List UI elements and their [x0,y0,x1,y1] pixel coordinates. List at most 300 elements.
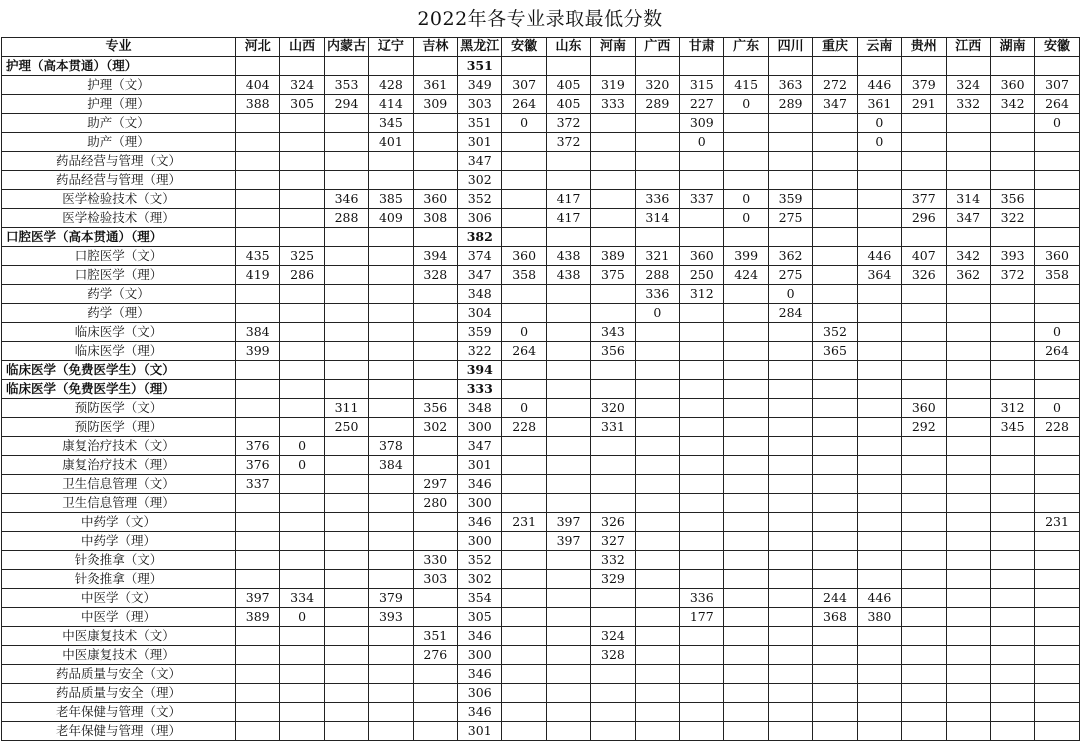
score-cell [990,532,1034,551]
score-cell [369,361,413,380]
score-cell [236,684,280,703]
score-cell [591,57,635,76]
score-cell: 424 [724,266,768,285]
table-row [2,475,1080,494]
province-column-header: 贵州 [902,38,946,57]
score-cell [724,418,768,437]
score-cell [546,361,590,380]
score-cell [946,437,990,456]
score-cell [680,437,724,456]
score-cell [768,703,812,722]
score-cell [813,171,857,190]
score-cell: 306 [458,209,502,228]
score-cell [724,722,768,741]
score-cell: 231 [502,513,546,532]
score-cell [369,418,413,437]
score-cell: 435 [236,247,280,266]
table-row [2,418,1080,437]
score-cell [1035,361,1079,380]
major-name-cell: 临床医学（免费医学生）（理） [2,380,236,399]
score-cell: 325 [280,247,324,266]
score-cell [635,114,679,133]
major-name-cell: 老年保健与管理（理） [2,722,236,741]
score-cell [946,114,990,133]
score-cell: 377 [902,190,946,209]
score-cell [635,513,679,532]
score-cell: 358 [502,266,546,285]
score-cell: 358 [1035,266,1079,285]
score-cell: 264 [1035,342,1079,361]
score-cell [502,665,546,684]
score-cell [813,456,857,475]
score-cell [635,589,679,608]
major-name-cell: 康复治疗技术（理） [2,456,236,475]
score-cell [724,513,768,532]
score-cell [990,589,1034,608]
score-cell: 272 [813,76,857,95]
score-cell [280,551,324,570]
score-cell [502,285,546,304]
score-cell: 376 [236,437,280,456]
score-cell [902,323,946,342]
score-cell: 438 [546,266,590,285]
score-cell [502,551,546,570]
score-cell [546,437,590,456]
table-row [2,570,1080,589]
province-column-header: 重庆 [813,38,857,57]
score-cell: 300 [458,646,502,665]
score-cell: 315 [680,76,724,95]
score-cell [413,171,457,190]
score-cell [591,133,635,152]
score-cell: 0 [1035,399,1079,418]
score-cell: 428 [369,76,413,95]
score-cell [502,304,546,323]
score-cell: 337 [680,190,724,209]
major-name-cell: 护理（理） [2,95,236,114]
score-cell [724,323,768,342]
score-cell [591,114,635,133]
score-cell [724,532,768,551]
score-cell [946,133,990,152]
score-cell [813,665,857,684]
score-cell [857,209,901,228]
score-cell [768,608,812,627]
score-cell [280,399,324,418]
score-cell: 346 [458,627,502,646]
score-cell [990,684,1034,703]
score-cell: 446 [857,76,901,95]
score-cell: 348 [458,285,502,304]
score-cell: 359 [458,323,502,342]
score-cell [502,646,546,665]
score-cell: 352 [813,323,857,342]
score-cell [813,399,857,418]
score-cell [768,513,812,532]
province-column-header: 湖南 [990,38,1034,57]
score-cell [369,684,413,703]
score-cell [902,114,946,133]
score-cell [546,418,590,437]
score-cell [546,342,590,361]
score-cell [635,494,679,513]
table-row [2,703,1080,722]
score-cell [280,209,324,228]
province-column-header: 云南 [857,38,901,57]
score-cell [680,152,724,171]
score-cell [946,722,990,741]
score-cell: 332 [591,551,635,570]
score-cell [990,114,1034,133]
score-cell [635,532,679,551]
score-cell: 328 [591,646,635,665]
score-cell [502,228,546,247]
score-cell: 446 [857,247,901,266]
score-cell [813,475,857,494]
score-cell: 324 [280,76,324,95]
score-cell: 327 [591,532,635,551]
score-cell [857,494,901,513]
table-row [2,209,1080,228]
score-cell: 360 [413,190,457,209]
score-cell [724,456,768,475]
score-cell [1035,665,1079,684]
score-cell [546,456,590,475]
score-cell [413,152,457,171]
score-cell [902,722,946,741]
score-cell: 301 [458,722,502,741]
score-cell: 393 [369,608,413,627]
score-cell: 359 [768,190,812,209]
score-cell: 346 [324,190,368,209]
score-cell [990,152,1034,171]
score-cell: 228 [1035,418,1079,437]
score-cell [724,285,768,304]
score-cell [680,399,724,418]
score-cell [236,285,280,304]
score-cell [502,171,546,190]
score-cell [768,684,812,703]
score-cell: 280 [413,494,457,513]
major-name-cell: 中医学（文） [2,589,236,608]
score-cell [413,342,457,361]
score-cell [236,703,280,722]
score-cell [857,380,901,399]
score-cell [280,133,324,152]
score-cell [902,133,946,152]
score-cell [280,665,324,684]
score-cell: 348 [458,399,502,418]
score-cell: 374 [458,247,502,266]
score-cell: 322 [990,209,1034,228]
score-cell: 360 [680,247,724,266]
score-cell [902,285,946,304]
table-row [2,171,1080,190]
major-name-cell: 助产（理） [2,133,236,152]
score-cell: 407 [902,247,946,266]
score-cell [768,475,812,494]
score-cell [680,665,724,684]
score-cell [857,646,901,665]
score-cell: 264 [1035,95,1079,114]
score-cell [324,437,368,456]
score-cell [902,380,946,399]
score-cell [902,570,946,589]
score-cell [946,532,990,551]
score-cell [1035,133,1079,152]
score-cell [724,684,768,703]
score-cell: 347 [813,95,857,114]
score-cell: 417 [546,209,590,228]
score-cell [280,342,324,361]
score-cell [902,646,946,665]
score-cell [768,171,812,190]
score-cell [635,722,679,741]
score-cell: 372 [546,114,590,133]
major-name-cell: 预防医学（理） [2,418,236,437]
score-cell: 289 [768,95,812,114]
major-name-cell: 中医学（理） [2,608,236,627]
score-cell [280,228,324,247]
score-cell [990,703,1034,722]
score-cell [813,190,857,209]
score-cell [946,456,990,475]
score-cell [1035,532,1079,551]
score-cell: 365 [813,342,857,361]
score-cell: 228 [502,418,546,437]
score-cell [324,228,368,247]
score-cell: 320 [591,399,635,418]
score-cell [990,171,1034,190]
score-cell: 352 [458,190,502,209]
score-cell [635,342,679,361]
score-cell [724,589,768,608]
province-column-header: 江西 [946,38,990,57]
province-column-header: 甘肃 [680,38,724,57]
score-cell [280,494,324,513]
score-cell [635,380,679,399]
score-cell: 360 [902,399,946,418]
score-cell: 276 [413,646,457,665]
score-cell [990,285,1034,304]
score-cell [990,551,1034,570]
score-cell [502,703,546,722]
score-cell: 345 [990,418,1034,437]
score-cell [946,228,990,247]
score-cell [857,399,901,418]
score-cell: 0 [635,304,679,323]
major-name-cell: 针灸推拿（文） [2,551,236,570]
score-cell: 362 [946,266,990,285]
score-cell [413,228,457,247]
province-column-header: 广西 [635,38,679,57]
header-row [2,38,1080,57]
score-cell [236,228,280,247]
major-name-cell: 卫生信息管理（文） [2,475,236,494]
score-cell [680,627,724,646]
score-cell [724,171,768,190]
score-cell [502,209,546,228]
score-cell [680,171,724,190]
score-cell [413,684,457,703]
score-cell [813,437,857,456]
score-cell [546,684,590,703]
score-cell [813,304,857,323]
score-cell [946,570,990,589]
score-cell [236,304,280,323]
score-cell [635,57,679,76]
score-cell: 394 [458,361,502,380]
score-cell [236,665,280,684]
score-cell [724,475,768,494]
score-cell [280,475,324,494]
score-cell [680,722,724,741]
score-cell [591,437,635,456]
score-cell: 250 [324,418,368,437]
score-cell [724,57,768,76]
score-cell [902,361,946,380]
score-cell [546,304,590,323]
score-cell [546,57,590,76]
score-cell: 284 [768,304,812,323]
score-cell: 372 [546,133,590,152]
score-cell [724,342,768,361]
score-cell [369,228,413,247]
score-cell [280,722,324,741]
score-cell [324,304,368,323]
score-cell [324,133,368,152]
score-cell [680,570,724,589]
score-cell [546,380,590,399]
score-cell: 347 [946,209,990,228]
score-cell [768,570,812,589]
score-cell: 0 [724,209,768,228]
score-cell [680,551,724,570]
score-cell [324,627,368,646]
score-cell [902,684,946,703]
score-cell [946,589,990,608]
score-cell: 314 [635,209,679,228]
score-cell [369,399,413,418]
score-cell: 342 [990,95,1034,114]
score-cell [768,323,812,342]
score-cell [546,475,590,494]
major-name-cell: 老年保健与管理（文） [2,703,236,722]
score-cell [280,171,324,190]
score-cell: 312 [680,285,724,304]
score-cell [1035,551,1079,570]
score-cell: 307 [502,76,546,95]
score-cell: 399 [724,247,768,266]
score-cell [1035,589,1079,608]
table-row [2,152,1080,171]
score-cell [280,646,324,665]
score-cell: 296 [902,209,946,228]
score-cell [546,665,590,684]
score-cell: 326 [902,266,946,285]
score-cell [369,247,413,266]
score-cell: 363 [768,76,812,95]
score-cell [680,418,724,437]
score-cell [324,57,368,76]
score-cell [635,456,679,475]
score-cell: 301 [458,456,502,475]
score-cell: 333 [458,380,502,399]
score-cell: 375 [591,266,635,285]
major-name-cell: 预防医学（文） [2,399,236,418]
table-body [2,57,1080,741]
score-cell [546,627,590,646]
score-cell [902,494,946,513]
score-cell [1035,570,1079,589]
score-cell [724,380,768,399]
score-cell [724,114,768,133]
score-cell [724,399,768,418]
score-cell [324,665,368,684]
score-cell [324,703,368,722]
score-cell [813,380,857,399]
score-cell [635,646,679,665]
province-column-header: 山西 [280,38,324,57]
score-cell [413,665,457,684]
score-cell [724,608,768,627]
score-cell [1035,171,1079,190]
score-cell [280,418,324,437]
score-cell [768,551,812,570]
score-cell [857,171,901,190]
score-cell [768,418,812,437]
score-cell [990,494,1034,513]
score-cell [591,228,635,247]
table-row [2,57,1080,76]
score-cell [280,114,324,133]
score-cell [813,494,857,513]
score-cell [857,57,901,76]
score-cell: 361 [857,95,901,114]
score-cell: 300 [458,418,502,437]
score-cell [369,152,413,171]
score-cell: 231 [1035,513,1079,532]
score-cell [724,570,768,589]
score-cell [591,494,635,513]
table-row [2,589,1080,608]
table-row [2,684,1080,703]
score-cell: 304 [458,304,502,323]
score-cell [857,665,901,684]
score-cell [236,418,280,437]
score-cell [369,570,413,589]
score-cell: 289 [635,95,679,114]
score-cell [990,665,1034,684]
score-cell [413,323,457,342]
table-row [2,646,1080,665]
score-cell [902,171,946,190]
major-name-cell: 口腔医学（高本贯通）（理） [2,228,236,247]
province-column-header: 吉林 [413,38,457,57]
score-cell [502,608,546,627]
score-cell [369,57,413,76]
score-cell [768,456,812,475]
score-cell: 376 [236,456,280,475]
score-cell [324,722,368,741]
score-cell [857,513,901,532]
table-title: 2022年各专业录取最低分数 [417,8,663,30]
major-name-cell: 助产（文） [2,114,236,133]
score-cell [813,551,857,570]
score-cell [1035,380,1079,399]
score-cell [724,133,768,152]
score-cell [990,722,1034,741]
